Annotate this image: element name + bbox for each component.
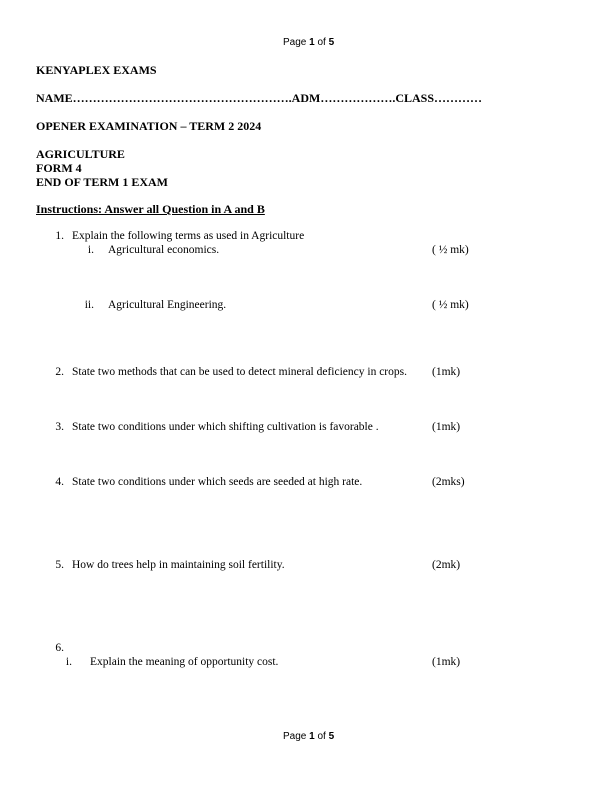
marks-label: ( ½ mk) [432,299,469,311]
marks-label: (2mks) [432,476,465,488]
name-adm-class-line: NAME……………………………………………….ADM……………….CLASS………… [36,91,483,105]
page-footer [283,731,334,742]
marks-label: (1mk) [432,366,461,378]
page-of-label: of [317,731,326,742]
part-label: i. [65,656,72,668]
page-number: 1 [309,37,315,48]
part-label: ii. [84,299,94,311]
form-level: FORM 4 [36,161,82,175]
question-number: 4. [55,476,64,488]
marks-label: (1mk) [432,656,461,668]
question-number: 5. [55,559,64,571]
question-number: 1. [55,230,64,242]
page-number: 1 [309,731,315,742]
page-label: Page [283,37,307,48]
part-text: Agricultural economics. [108,244,220,256]
exam-body-title: KENYAPLEX EXAMS [36,63,157,77]
marks-label: (2mk) [432,559,461,571]
page-total: 5 [328,731,335,742]
exam-session: END OF TERM 1 EXAM [36,175,168,189]
page-header [283,37,334,48]
page-label: Page [283,731,307,742]
question-text: State two conditions under which shifting cultivation is favorable . [72,421,379,433]
part-text: Explain the meaning of opportunity cost. [90,656,279,668]
page-of-label: of [317,37,326,48]
exam-title: OPENER EXAMINATION – TERM 2 2024 [36,119,262,133]
question-text: State two methods that can be used to detect mineral deficiency in crops. [72,366,407,378]
question-text: Explain the following terms as used in Agriculture [72,230,305,242]
marks-label: ( ½ mk) [432,244,469,256]
part-label: i. [87,244,94,256]
part-text: Agricultural Engineering. [108,299,227,311]
page-total: 5 [328,37,335,48]
instructions: Instructions: Answer all Question in A and B [36,202,265,216]
question-text: How do trees help in maintaining soil fertility. [72,559,285,571]
question-number: 3. [55,421,64,433]
subject-title: AGRICULTURE [36,147,125,161]
question-number: 2. [55,366,64,378]
question-text: State two conditions under which seeds are seeded at high rate. [72,476,363,488]
question-number: 6. [55,642,64,654]
marks-label: (1mk) [432,421,461,433]
